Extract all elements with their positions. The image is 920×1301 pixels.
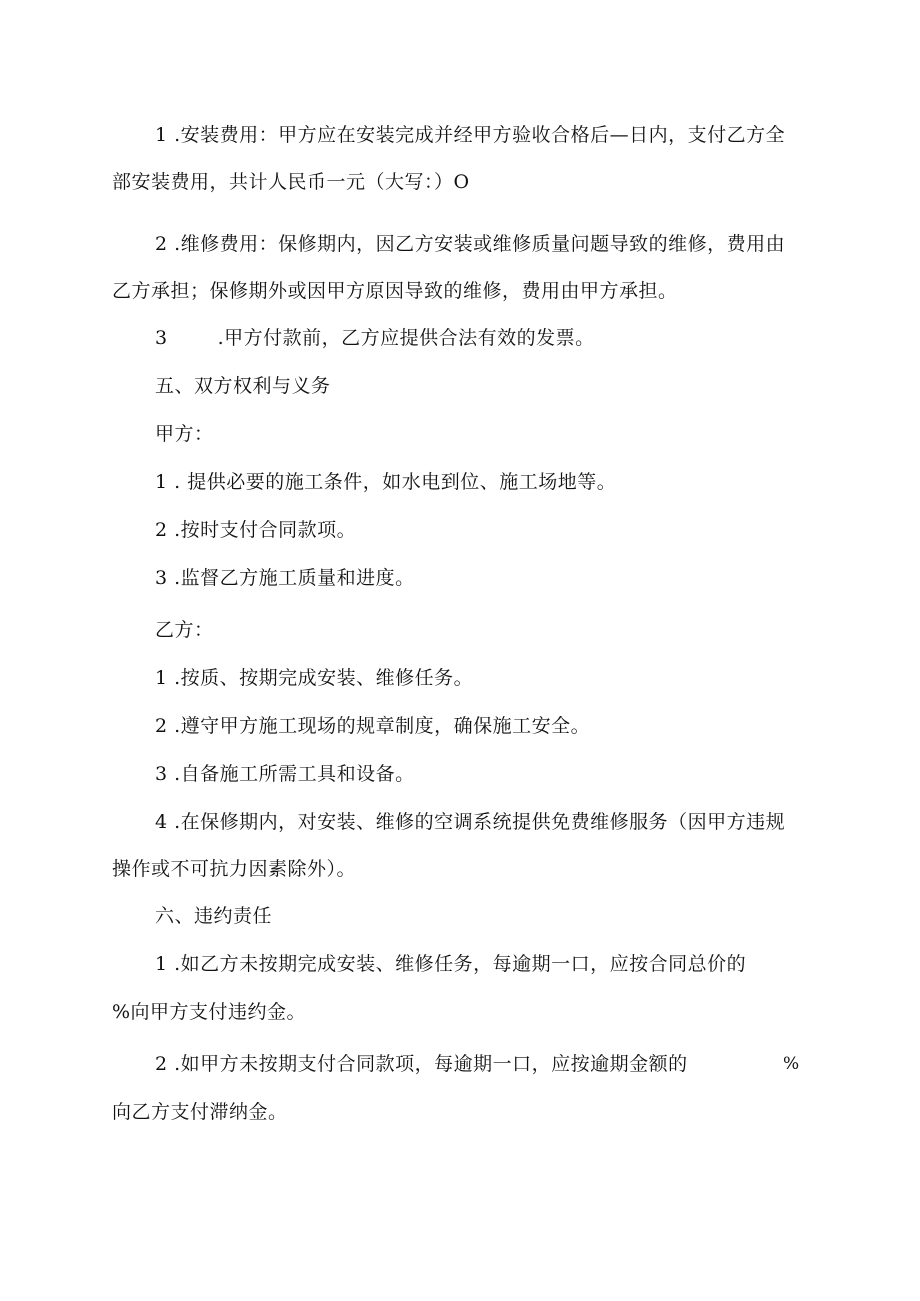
party-a-label: 甲方： <box>155 423 214 445</box>
party-b-item-1: 1 .按质、按期完成安装、维修任务。 <box>155 667 474 689</box>
party-b-item-4-line-2: 操作或不可抗力因素除外）。 <box>112 858 357 880</box>
liability-item-2-percent: % <box>783 1054 800 1074</box>
liability-item-2-line-2: 向乙方支付滞纳金。 <box>112 1101 288 1123</box>
fee-item-1-line-2: 部安装费用，共计人民币一元（大写：）O <box>112 171 470 193</box>
fee-item-1-line-1: 1 .安装费用：甲方应在安装完成并经甲方验收合格后—日内，支付乙方全 <box>155 124 786 146</box>
fee-item-2-line-2: 乙方承担；保修期外或因甲方原因导致的维修，费用由甲方承担。 <box>112 280 678 302</box>
fee-item-3-text: .甲方付款前，乙方应提供合法有效的发票。 <box>217 327 595 349</box>
party-b-item-3: 3 .自备施工所需工具和设备。 <box>155 763 415 785</box>
fee-item-2-line-1: 2 .维修费用：保修期内，因乙方安装或维修质量问题导致的维修，费用由 <box>155 233 786 255</box>
liability-item-1-line-1: 1 .如乙方未按期完成安装、维修任务，每逾期一口，应按合同总价的 <box>155 953 747 975</box>
fee-item-3 <box>155 326 595 350</box>
section-heading-rights: 五、双方权利与义务 <box>155 375 331 397</box>
party-b-item-2: 2 .遵守甲方施工现场的规章制度，确保施工安全。 <box>155 715 591 737</box>
fee-item-3-number: 3 <box>155 327 168 349</box>
party-a-item-1: 1 . 提供必要的施工条件，如水电到位、施工场地等。 <box>155 471 617 493</box>
party-a-item-3: 3 .监督乙方施工质量和进度。 <box>155 567 415 589</box>
liability-item-1-line-2: %向甲方支付违约金。 <box>112 1001 307 1023</box>
section-heading-liability: 六、违约责任 <box>155 905 273 927</box>
party-b-item-4-line-1: 4 .在保修期内，对安装、维修的空调系统提供免费维修服务（因甲方违规 <box>155 811 786 833</box>
party-b-label: 乙方： <box>155 619 214 641</box>
party-a-item-2: 2 .按时支付合同款项。 <box>155 519 357 541</box>
liability-item-2-line-1: 2 .如甲方未按期支付合同款项，每逾期一口，应按逾期金额的 <box>155 1053 688 1075</box>
